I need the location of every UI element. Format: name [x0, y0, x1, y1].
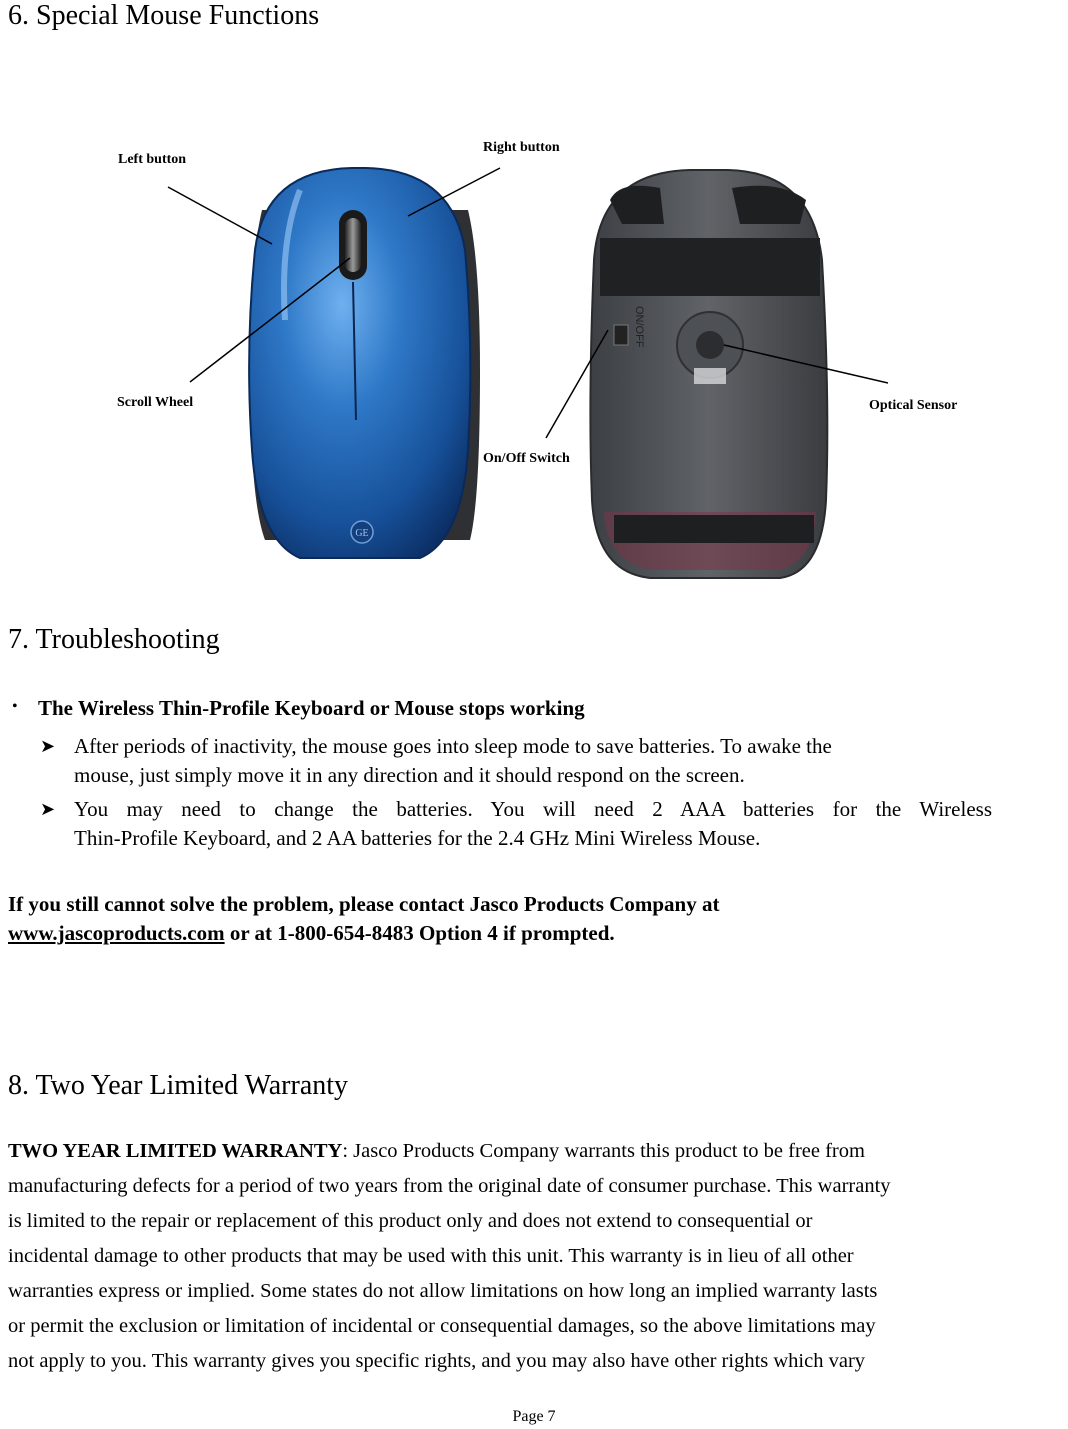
section-6-title: 6. Special Mouse Functions — [8, 0, 320, 31]
contact-line-2 — [8, 919, 1008, 948]
warranty-line-3: is limited to the repair or replacement of this product only and does not extend to consequential or — [8, 1210, 813, 1232]
warranty-lead: TWO YEAR LIMITED WARRANTY — [8, 1140, 343, 1162]
troubleshoot-item-2-line1: You may need to change the batteries. You will need 2 AAA batteries for the Wireless — [74, 797, 992, 821]
contact-line-1: If you still cannot solve the problem, please contact Jasco Products Company at — [8, 892, 720, 916]
warranty-line-6: or permit the exclusion or limitation of incidental or consequential damages, so the above limitations may — [8, 1315, 876, 1337]
mouse-top-view — [249, 168, 480, 558]
arrow-bullet-icon: ➤ — [40, 736, 56, 756]
contact-phone-text: or at 1-800-654-8483 Option 4 if prompted. — [224, 921, 615, 945]
mouse-bottom-view — [590, 170, 827, 578]
label-left-button: Left button — [118, 152, 187, 167]
troubleshoot-item-1 — [74, 732, 992, 790]
warranty-line-5: warranties express or implied. Some states do not allow limitations on how long an implied warranty lasts — [8, 1280, 878, 1302]
troubleshoot-item-1-line1: After periods of inactivity, the mouse goes into sleep mode to save batteries. To awake the — [74, 734, 832, 758]
mouse-diagram-svg — [0, 120, 1068, 590]
troubleshoot-item-2 — [74, 795, 992, 853]
warranty-line-7: not apply to you. This warranty gives you specific rights, and you may also have other rights which vary — [8, 1350, 866, 1372]
warranty-line-2: manufacturing defects for a period of two years from the original date of consumer purchase. This warranty — [8, 1175, 891, 1197]
mouse-diagram — [0, 120, 1068, 590]
page-number: Page 7 — [512, 1408, 556, 1425]
warranty-line-4: incidental damage to other products that may be used with this unit. This warranty is in lieu of all other — [8, 1245, 854, 1267]
troubleshoot-heading: The Wireless Thin-Profile Keyboard or Mouse stops working — [38, 696, 585, 720]
label-optical-sensor: Optical Sensor — [869, 398, 958, 413]
jasco-website-link[interactable]: www.jascoproducts.com — [8, 921, 225, 945]
bullet-dot-icon: • — [12, 698, 18, 715]
on-off-switch-shape — [614, 325, 628, 345]
callout-line-left-button — [168, 187, 272, 244]
scroll-wheel-shape — [345, 218, 361, 272]
troubleshoot-item-1-line2: mouse, just simply move it in any direction and it should respond on the screen. — [74, 763, 745, 787]
underside-on-off-text: ON/OFF — [633, 306, 645, 348]
section-8-title: 8. Two Year Limited Warranty — [8, 1070, 349, 1101]
troubleshoot-item-2-line2: Thin-Profile Keyboard, and 2 AA batteries for the 2.4 GHz Mini Wireless Mouse. — [74, 826, 761, 850]
arrow-bullet-icon: ➤ — [40, 799, 56, 819]
warranty-line-1: TWO YEAR LIMITED WARRANTY: Jasco Products Company warrants this product to be free from — [8, 1140, 865, 1162]
section-7-title: 7. Troubleshooting — [8, 624, 220, 655]
contact-paragraph — [8, 890, 1008, 948]
label-on-off-switch: On/Off Switch — [483, 451, 570, 466]
ge-logo-text: GE — [355, 528, 369, 539]
label-scroll-wheel: Scroll Wheel — [117, 395, 194, 410]
label-right-button: Right button — [483, 140, 560, 155]
warranty-paragraph — [8, 1134, 1068, 1379]
